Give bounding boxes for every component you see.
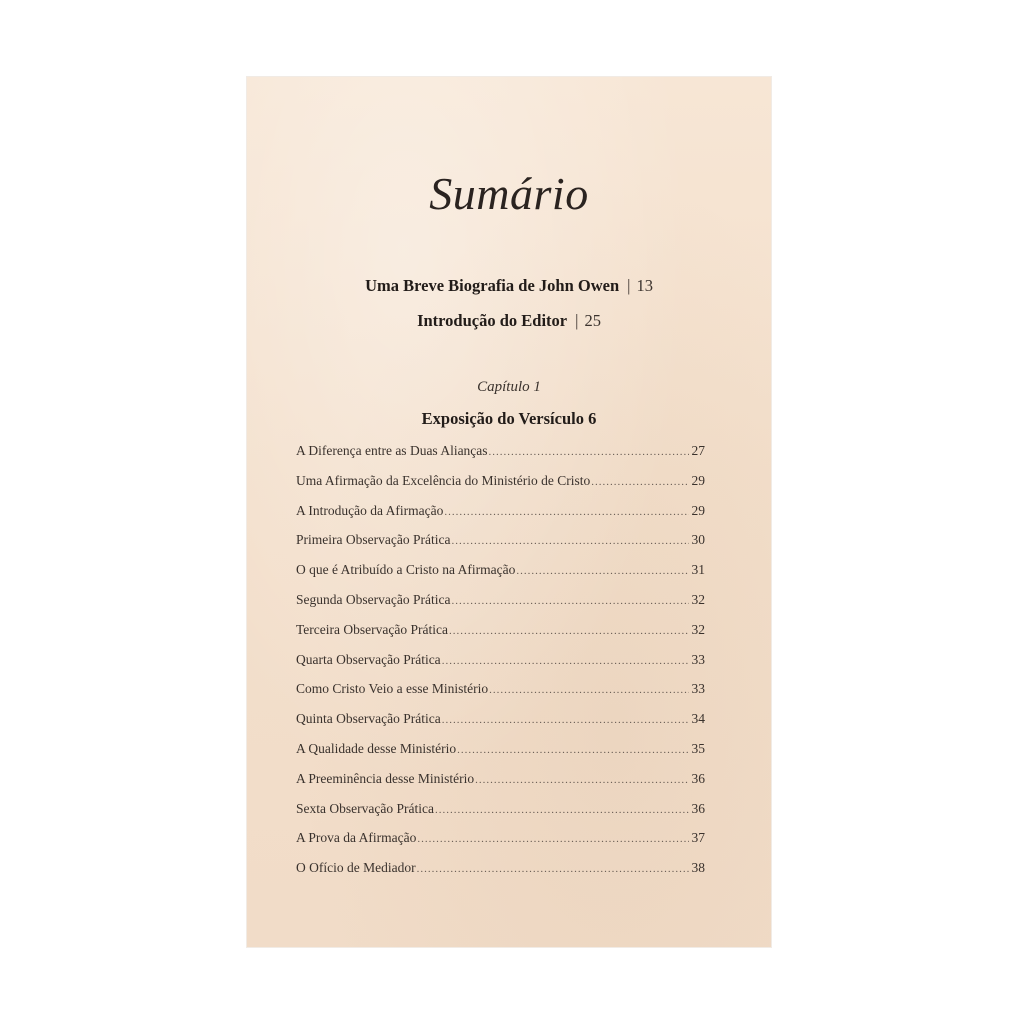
toc-entry: [296, 622, 705, 652]
front-matter-separator: |: [575, 311, 579, 330]
dot-leader: [442, 714, 689, 726]
front-matter-label: Uma Breve Biografia de John Owen: [365, 276, 620, 295]
toc-entry-page: 35: [691, 740, 705, 756]
toc-entry-page: 27: [691, 443, 705, 458]
front-matter-separator: |: [627, 276, 631, 295]
toc-entry-label: Terceira Observação Prática: [296, 621, 448, 637]
dot-leader: [489, 684, 688, 696]
toc-entry-page: 32: [691, 621, 705, 637]
dot-leader: [442, 655, 689, 667]
toc-entry: [296, 652, 705, 682]
toc-entry: [296, 681, 705, 711]
toc-entry-page: 36: [691, 770, 705, 786]
toc-entry: [296, 801, 705, 831]
toc-entry-page: 32: [691, 591, 705, 607]
dot-leader: [475, 774, 688, 786]
dot-leader: [417, 833, 688, 845]
toc-entry-page: 29: [691, 472, 705, 488]
dot-leader: [444, 506, 688, 518]
toc-list: [296, 443, 705, 890]
toc-entry-label: A Preeminência desse Ministério: [296, 770, 475, 786]
dot-leader: [451, 535, 688, 547]
front-matter-entry: [247, 276, 771, 296]
front-matter-entry: [247, 311, 771, 331]
toc-entry: [296, 711, 705, 741]
toc-entry: [296, 830, 705, 860]
toc-entry-page: 33: [691, 651, 705, 667]
toc-entry-page: 29: [691, 502, 705, 518]
toc-entry-label: Como Cristo Veio a esse Ministério: [296, 681, 489, 697]
toc-entry-page: 30: [691, 532, 705, 548]
book-page: [247, 77, 771, 947]
dot-leader: [457, 744, 688, 756]
page-title: Sumário: [429, 168, 589, 219]
toc-entry: [296, 592, 705, 622]
toc-entry-page: 36: [691, 800, 705, 816]
dot-leader: [591, 476, 688, 488]
dot-leader: [451, 595, 688, 607]
toc-entry-page: 33: [691, 681, 705, 697]
toc-entry: [296, 473, 705, 503]
front-matter-label: Introdução do Editor: [417, 311, 568, 330]
toc-entry-page: 34: [691, 711, 705, 727]
toc-entry-label: Segunda Observação Prática: [296, 591, 451, 607]
front-matter-page: 25: [584, 311, 601, 330]
toc-entry: [296, 562, 705, 592]
dot-leader: [449, 625, 689, 637]
dot-leader: [435, 804, 689, 816]
toc-entry: [296, 860, 705, 890]
toc-entry-label: O Ofício de Mediador: [296, 860, 416, 876]
toc-entry-label: Quinta Observação Prática: [296, 711, 441, 727]
toc-entry-label: Uma Afirmação da Excelência do Ministério de Cristo: [296, 472, 591, 488]
toc-entry-page: 31: [691, 562, 705, 578]
toc-entry: [296, 532, 705, 562]
toc-entry-label: A Introdução da Afirmação: [296, 502, 444, 518]
toc-entry-label: Quarta Observação Prática: [296, 651, 441, 667]
toc-entry-page: 38: [691, 860, 705, 876]
toc-entry-label: O que é Atribuído a Cristo na Afirmação: [296, 562, 516, 578]
toc-entry: [296, 741, 705, 771]
toc-entry-label: A Diferença entre as Duas Alianças: [296, 443, 488, 458]
chapter-title: Exposição do Versículo 6: [421, 409, 597, 428]
toc-entry-label: Primeira Observação Prática: [296, 532, 451, 548]
dot-leader: [417, 863, 689, 875]
toc-entry: [296, 503, 705, 533]
front-matter-page: 13: [636, 276, 653, 295]
chapter-kicker: Capítulo 1: [477, 379, 541, 395]
toc-entry-page: 37: [691, 830, 705, 846]
toc-entry-label: A Prova da Afirmação: [296, 830, 417, 846]
dot-leader: [516, 565, 688, 577]
toc-entry-label: A Qualidade desse Ministério: [296, 740, 457, 756]
dot-leader: [489, 446, 689, 458]
toc-entry: [296, 443, 705, 473]
toc-entry-label: Sexta Observação Prática: [296, 800, 434, 816]
toc-entry: [296, 771, 705, 801]
